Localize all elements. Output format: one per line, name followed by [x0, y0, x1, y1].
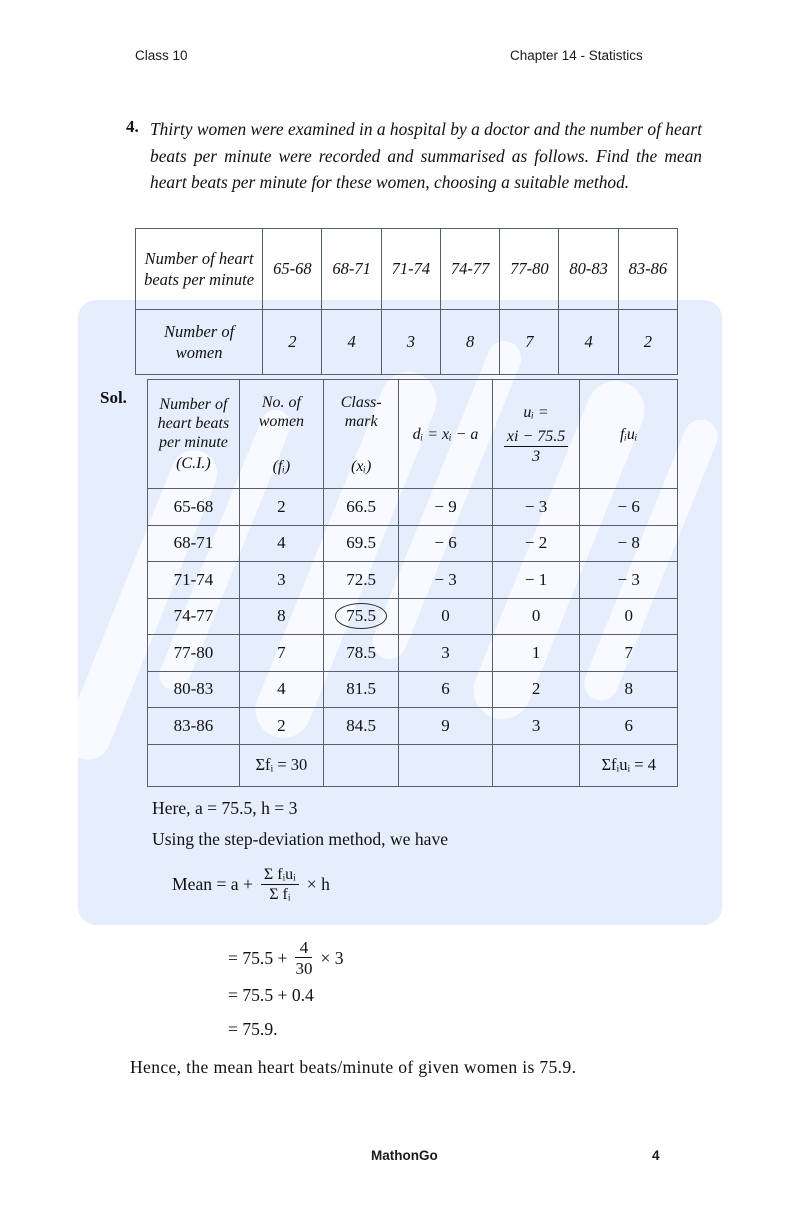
mean-formula-lead: Mean = a + — [172, 874, 253, 895]
header-x-sub: (xᵢ) — [351, 457, 372, 475]
cell-step-deviation: 3 — [492, 708, 580, 745]
solution-table — [147, 379, 678, 787]
table-row — [148, 598, 678, 635]
cell-class-mark: 78.5 — [323, 635, 398, 672]
cell-deviation: − 6 — [399, 525, 492, 562]
data-cell: 80-83 — [559, 229, 618, 310]
cell-fu-product: 8 — [580, 671, 678, 708]
data-cell: 2 — [263, 310, 322, 375]
question-block — [126, 116, 702, 196]
cell-class-mark: 66.5 — [323, 489, 398, 526]
cell-class-interval: 77-80 — [148, 635, 240, 672]
header-class-interval — [148, 380, 240, 489]
calc-step-2: = 75.5 + 0.4 — [228, 984, 314, 1005]
header-fu-product: fᵢuᵢ — [580, 380, 678, 489]
cell-class-interval: 80-83 — [148, 671, 240, 708]
cell-frequency: 4 — [239, 525, 323, 562]
data-cell: 77-80 — [500, 229, 559, 310]
table-row — [148, 635, 678, 672]
cell-frequency: 7 — [239, 635, 323, 672]
table-total-row — [148, 744, 678, 786]
header-step-deviation — [492, 380, 580, 489]
data-cell: 71-74 — [381, 229, 440, 310]
header-ci-main: Number of heart beats per minute — [157, 396, 230, 451]
cell-deviation: − 3 — [399, 562, 492, 599]
calculation-steps — [228, 938, 344, 1046]
cell-step-deviation: − 2 — [492, 525, 580, 562]
cell-fu-product: − 3 — [580, 562, 678, 599]
cell-class-interval: 71-74 — [148, 562, 240, 599]
header-chapter-label: Chapter 14 - Statistics — [510, 48, 643, 63]
data-cell: 68-71 — [322, 229, 381, 310]
cell-deviation: 0 — [399, 598, 492, 635]
calc-step1-lead: = 75.5 + — [228, 947, 288, 968]
data-table-row1-label: Number of heart beats per minute — [136, 229, 263, 310]
cell-class-mark: 81.5 — [323, 671, 398, 708]
question-number: 4. — [126, 117, 139, 136]
solution-table-body — [148, 489, 678, 745]
data-cell: 3 — [381, 310, 440, 375]
mean-formula — [172, 866, 330, 904]
calc-step1-denominator: 30 — [295, 959, 313, 978]
data-cell: 4 — [322, 310, 381, 375]
calc-step-1 — [228, 938, 344, 978]
total-fu-product: Σfᵢuᵢ = 4 — [580, 744, 678, 786]
cell-frequency: 2 — [239, 708, 323, 745]
cell-class-interval: 83-86 — [148, 708, 240, 745]
cell-deviation: − 9 — [399, 489, 492, 526]
mean-formula-denominator: Σ fᵢ — [269, 885, 291, 903]
table-row — [148, 708, 678, 745]
table-row — [148, 489, 678, 526]
footer-brand: MathonGo — [371, 1148, 438, 1163]
data-table — [135, 228, 678, 375]
cell-frequency: 8 — [239, 598, 323, 635]
circled-assumed-mean: 75.5 — [335, 603, 387, 629]
cell-frequency: 2 — [239, 489, 323, 526]
table-row — [148, 562, 678, 599]
method-line: Using the step-deviation method, we have — [152, 829, 449, 849]
table-row — [148, 671, 678, 708]
cell-deviation: 6 — [399, 671, 492, 708]
total-ci — [148, 744, 240, 786]
table-row — [136, 229, 678, 310]
header-u-label: uᵢ = — [523, 403, 549, 421]
footer-page-number: 4 — [652, 1148, 660, 1163]
mean-formula-tail: × h — [306, 874, 330, 895]
cell-deviation: 9 — [399, 708, 492, 745]
cell-fu-product: 6 — [580, 708, 678, 745]
data-cell: 65-68 — [263, 229, 322, 310]
header-deviation: dᵢ = xᵢ − a — [399, 380, 492, 489]
cell-step-deviation: 2 — [492, 671, 580, 708]
cell-step-deviation: − 3 — [492, 489, 580, 526]
cell-class-mark: 84.5 — [323, 708, 398, 745]
cell-step-deviation: − 1 — [492, 562, 580, 599]
header-f-main: No. of women — [258, 393, 305, 430]
cell-class-mark — [323, 598, 398, 635]
cell-fu-product: 7 — [580, 635, 678, 672]
cell-class-interval: 68-71 — [148, 525, 240, 562]
cell-fu-product: 0 — [580, 598, 678, 635]
data-table-row2-label: Number of women — [136, 310, 263, 375]
table-row — [136, 310, 678, 375]
cell-frequency: 4 — [239, 671, 323, 708]
calc-step1-tail: × 3 — [320, 947, 344, 968]
cell-class-mark: 72.5 — [323, 562, 398, 599]
calc-step1-numerator: 4 — [295, 938, 312, 958]
cell-class-mark: 69.5 — [323, 525, 398, 562]
conclusion-text: Hence, the mean heart beats/minute of given women is 75.9. — [130, 1057, 577, 1077]
working-text — [152, 793, 692, 855]
calc-step-3: = 75.9. — [228, 1018, 278, 1039]
data-table-wrapper — [135, 228, 678, 375]
total-deviation — [399, 744, 492, 786]
cell-fu-product: − 8 — [580, 525, 678, 562]
total-class-mark — [323, 744, 398, 786]
cell-class-interval: 65-68 — [148, 489, 240, 526]
cell-step-deviation: 1 — [492, 635, 580, 672]
header-frequency — [239, 380, 323, 489]
calc-step1-fraction — [295, 938, 312, 978]
solution-table-wrapper — [147, 379, 678, 787]
data-cell: 74-77 — [440, 229, 499, 310]
mean-formula-numerator: Σ fᵢuᵢ — [261, 866, 299, 885]
header-class-label: Class 10 — [135, 48, 188, 63]
data-cell: 4 — [559, 310, 618, 375]
cell-class-interval: 74-77 — [148, 598, 240, 635]
solution-label: Sol. — [100, 388, 127, 407]
table-header-row — [148, 380, 678, 489]
header-ci-sub: (C.I.) — [176, 455, 211, 472]
header-x-main: Class-mark — [340, 393, 382, 430]
header-f-sub: (fᵢ) — [272, 457, 291, 475]
total-frequency: Σfᵢ = 30 — [239, 744, 323, 786]
data-cell: 2 — [618, 310, 677, 375]
cell-fu-product: − 6 — [580, 489, 678, 526]
given-values-line: Here, a = 75.5, h = 3 — [152, 798, 298, 818]
data-cell: 7 — [500, 310, 559, 375]
data-cell: 8 — [440, 310, 499, 375]
total-step-deviation — [492, 744, 580, 786]
data-cell: 83-86 — [618, 229, 677, 310]
mean-formula-fraction — [261, 866, 299, 904]
question-text: Thirty women were examined in a hospital by a doctor and the number of heart beats per minute were recorded and summarised as follows. Find the mean heart beats per minute for these women, choosing a suitable method. — [150, 119, 702, 192]
header-class-mark — [323, 380, 398, 489]
header-u-fraction — [504, 428, 568, 466]
header-u-numerator: xi − 75.5 — [504, 428, 568, 447]
cell-deviation: 3 — [399, 635, 492, 672]
table-row — [148, 525, 678, 562]
cell-frequency: 3 — [239, 562, 323, 599]
header-u-denominator: 3 — [532, 447, 541, 465]
cell-step-deviation: 0 — [492, 598, 580, 635]
